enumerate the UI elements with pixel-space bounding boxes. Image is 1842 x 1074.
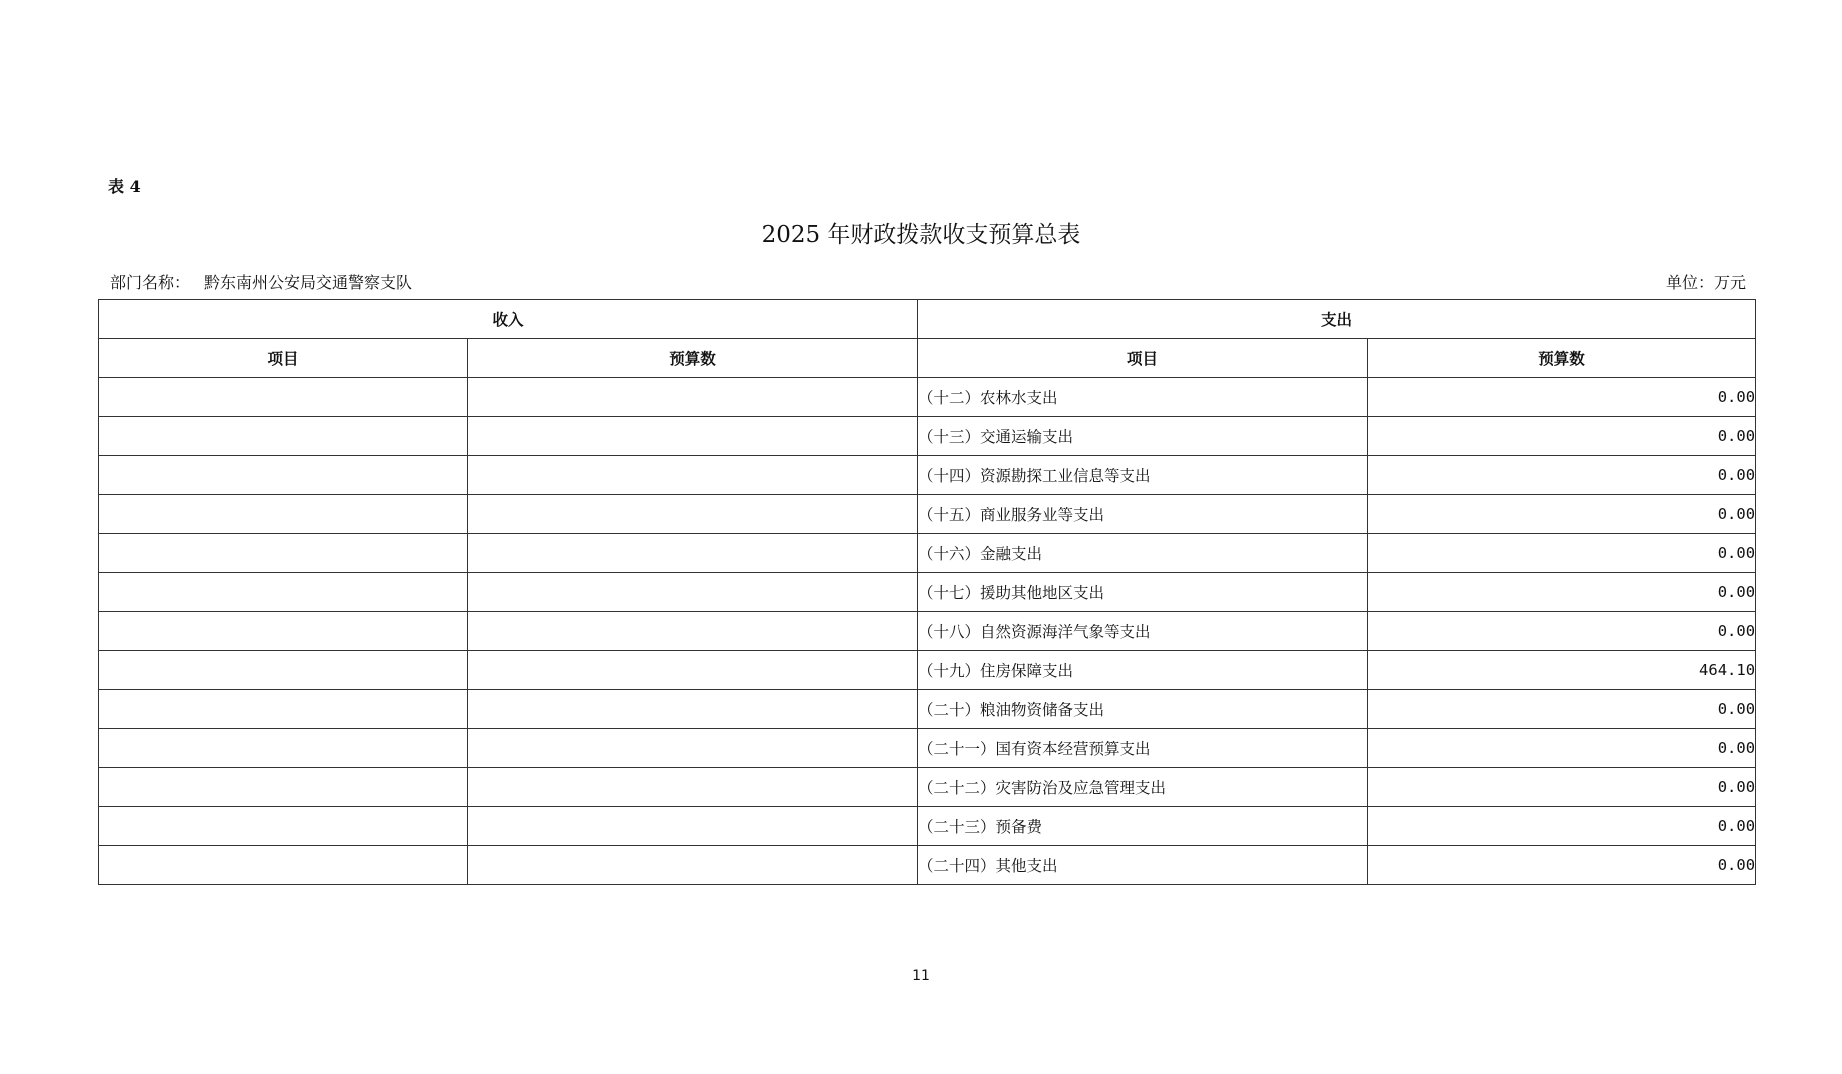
expense-item-cell: （十八）自然资源海洋气象等支出 xyxy=(918,612,1368,651)
income-item-cell xyxy=(99,651,468,690)
table-row xyxy=(99,690,1756,729)
income-amount-cell xyxy=(468,378,918,417)
expense-amount-cell: 0.00 xyxy=(1368,846,1756,885)
income-item-cell xyxy=(99,573,468,612)
income-item-cell xyxy=(99,456,468,495)
expense-item-cell: （二十一）国有资本经营预算支出 xyxy=(918,729,1368,768)
income-item-cell xyxy=(99,417,468,456)
table-row xyxy=(99,612,1756,651)
income-item-header: 项目 xyxy=(99,339,468,378)
expense-item-cell: （十二）农林水支出 xyxy=(918,378,1368,417)
table-row xyxy=(99,846,1756,885)
income-amount-cell xyxy=(468,456,918,495)
expense-amount-cell: 0.00 xyxy=(1368,690,1756,729)
income-amount-cell xyxy=(468,573,918,612)
expense-item-header: 项目 xyxy=(918,339,1368,378)
income-item-cell xyxy=(99,768,468,807)
table-row xyxy=(99,456,1756,495)
expense-item-cell: （二十二）灾害防治及应急管理支出 xyxy=(918,768,1368,807)
income-group-header: 收入 xyxy=(99,300,918,339)
expense-item-cell: （十五）商业服务业等支出 xyxy=(918,495,1368,534)
expense-amount-cell: 0.00 xyxy=(1368,729,1756,768)
budget-table xyxy=(98,299,1756,885)
expense-group-header: 支出 xyxy=(918,300,1756,339)
expense-item-cell: （二十四）其他支出 xyxy=(918,846,1368,885)
expense-amount-cell: 0.00 xyxy=(1368,456,1756,495)
expense-amount-cell: 0.00 xyxy=(1368,573,1756,612)
table-row xyxy=(99,807,1756,846)
table-row xyxy=(99,573,1756,612)
expense-item-cell: （十四）资源勘探工业信息等支出 xyxy=(918,456,1368,495)
income-amount-cell xyxy=(468,612,918,651)
income-amount-cell xyxy=(468,690,918,729)
income-amount-cell xyxy=(468,729,918,768)
income-amount-cell xyxy=(468,846,918,885)
expense-amount-cell: 0.00 xyxy=(1368,495,1756,534)
expense-item-cell: （二十）粮油物资储备支出 xyxy=(918,690,1368,729)
expense-amount-cell: 0.00 xyxy=(1368,612,1756,651)
expense-amount-cell: 0.00 xyxy=(1368,768,1756,807)
table-row xyxy=(99,651,1756,690)
page-number: 11 xyxy=(912,968,930,984)
department-name: 黔东南州公安局交通警察支队 xyxy=(204,273,413,292)
table-row xyxy=(99,378,1756,417)
expense-amount-cell: 464.10 xyxy=(1368,651,1756,690)
expense-item-cell: （十九）住房保障支出 xyxy=(918,651,1368,690)
table-row xyxy=(99,417,1756,456)
table-row xyxy=(99,768,1756,807)
expense-amount-cell: 0.00 xyxy=(1368,378,1756,417)
expense-amount-cell: 0.00 xyxy=(1368,807,1756,846)
unit-label: 单位：万元 xyxy=(1665,273,1746,292)
income-amount-cell xyxy=(468,651,918,690)
table-label: 表 4 xyxy=(108,177,141,196)
income-amount-cell xyxy=(468,807,918,846)
table-row xyxy=(99,729,1756,768)
income-amount-cell xyxy=(468,768,918,807)
expense-item-cell: （十六）金融支出 xyxy=(918,534,1368,573)
department-line xyxy=(110,270,412,293)
income-item-cell xyxy=(99,846,468,885)
expense-amount-header: 预算数 xyxy=(1368,339,1756,378)
expense-item-cell: （十三）交通运输支出 xyxy=(918,417,1368,456)
expense-item-cell: （二十三）预备费 xyxy=(918,807,1368,846)
expense-item-cell: （十七）援助其他地区支出 xyxy=(918,573,1368,612)
income-item-cell xyxy=(99,690,468,729)
table-body xyxy=(99,378,1756,885)
income-item-cell xyxy=(99,378,468,417)
income-amount-cell xyxy=(468,417,918,456)
income-amount-cell xyxy=(468,495,918,534)
table-row xyxy=(99,534,1756,573)
income-amount-cell xyxy=(468,534,918,573)
expense-amount-cell: 0.00 xyxy=(1368,417,1756,456)
department-label: 部门名称： xyxy=(110,273,191,292)
group-header-row xyxy=(99,300,1756,339)
income-item-cell xyxy=(99,495,468,534)
page-title: 2025 年财政拨款收支预算总表 xyxy=(761,222,1081,248)
income-item-cell xyxy=(99,534,468,573)
income-item-cell xyxy=(99,729,468,768)
expense-amount-cell: 0.00 xyxy=(1368,534,1756,573)
income-item-cell xyxy=(99,807,468,846)
table-row xyxy=(99,495,1756,534)
income-amount-header: 预算数 xyxy=(468,339,918,378)
income-item-cell xyxy=(99,612,468,651)
column-header-row xyxy=(99,339,1756,378)
